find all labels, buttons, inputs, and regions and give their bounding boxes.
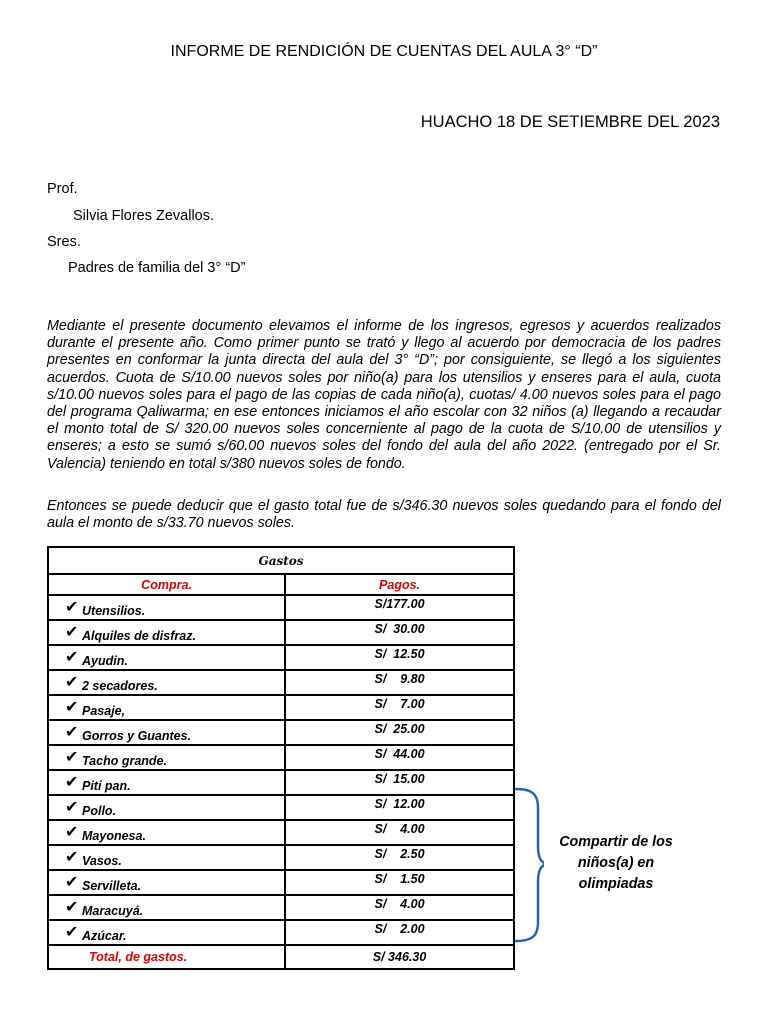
expense-amount-cell (285, 595, 514, 620)
checkmark-icon: ✔ (65, 824, 79, 841)
expense-item-cell (48, 795, 285, 820)
expense-item-label: Vasos. (82, 854, 122, 868)
expense-amount: S/ 12.50 (374, 647, 425, 661)
expense-amount: S/ 7.00 (374, 697, 425, 711)
expense-item-cell (48, 870, 285, 895)
expense-amount-cell (285, 745, 514, 770)
addressee-parents: Padres de familia del 3° “D” (68, 260, 246, 276)
addressee-teacher-name: Silvia Flores Zevallos. (73, 208, 215, 224)
checkmark-icon: ✔ (65, 699, 79, 716)
table-row (48, 595, 514, 620)
table-row (48, 670, 514, 695)
expense-amount-cell (285, 870, 514, 895)
expense-amount-cell (285, 920, 514, 945)
table-total-row (48, 945, 514, 969)
table-row (48, 895, 514, 920)
checkmark-icon: ✔ (65, 899, 79, 916)
table-title-row (48, 547, 514, 574)
table-row (48, 845, 514, 870)
table-title (48, 547, 514, 574)
expense-amount: S/ 1.50 (374, 872, 425, 886)
expense-amount: S/ 4.00 (374, 822, 425, 836)
expense-item-label: Azúcar. (82, 929, 127, 943)
expense-amount-cell (285, 845, 514, 870)
expense-amount: S/ 4.00 (374, 897, 425, 911)
checkmark-icon: ✔ (65, 599, 79, 616)
expense-amount-cell (285, 895, 514, 920)
annotation-olimpiadas: Compartir de los niños(a) en olimpiadas (559, 834, 673, 892)
table-row (48, 820, 514, 845)
addressee-prof-label: Prof. (47, 181, 78, 197)
total-value: S/ 346.30 (285, 945, 514, 969)
expense-item-cell (48, 645, 285, 670)
checkmark-icon: ✔ (65, 924, 79, 941)
expense-amount: S/ 2.50 (374, 847, 425, 861)
expense-item-label: Mayonesa. (82, 829, 146, 843)
checkmark-icon: ✔ (65, 674, 79, 691)
expense-item-cell (48, 695, 285, 720)
checkmark-icon: ✔ (65, 849, 79, 866)
expense-item-label: Pollo. (82, 804, 117, 818)
expense-amount: S/ 2.00 (374, 922, 425, 936)
expenses-table (47, 546, 515, 970)
expense-amount: S/ 9.80 (374, 672, 425, 686)
expense-amount-cell (285, 820, 514, 845)
report-paragraph-summary: Entonces se puede deducir que el gasto total fue de s/346.30 nuevos soles quedando para el fondo del aula el monto de s/33.70 nuevos soles. (47, 498, 721, 532)
column-header-pagos: Pagos. (285, 574, 514, 595)
expense-amount-cell (285, 795, 514, 820)
checkmark-icon: ✔ (65, 624, 79, 641)
expense-item-label: Servilleta. (82, 879, 142, 893)
expense-amount: S/ 30.00 (374, 622, 425, 636)
expense-amount: S/ 44.00 (374, 747, 425, 761)
expense-amount: S/ 15.00 (374, 772, 425, 786)
expense-amount: S/ 12.00 (374, 797, 425, 811)
table-row (48, 645, 514, 670)
expense-item-label: Utensilios. (82, 604, 146, 618)
document-date: HUACHO 18 DE SETIEMBRE DEL 2023 (420, 113, 720, 131)
checkmark-icon: ✔ (65, 649, 79, 666)
expense-amount: S/177.00 (374, 597, 425, 611)
table-title-text: Gastos (258, 553, 304, 568)
table-row (48, 620, 514, 645)
expense-item-label: 2 secadores. (82, 679, 158, 693)
table-row (48, 695, 514, 720)
expense-amount-cell (285, 620, 514, 645)
expense-item-cell (48, 895, 285, 920)
checkmark-icon: ✔ (65, 724, 79, 741)
table-row (48, 795, 514, 820)
table-header-row (48, 574, 514, 595)
table-row (48, 870, 514, 895)
expense-item-cell (48, 770, 285, 795)
column-header-compra: Compra. (48, 574, 285, 595)
expense-item-label: Pasaje, (82, 704, 126, 718)
checkmark-icon: ✔ (65, 874, 79, 891)
expense-item-cell (48, 820, 285, 845)
curly-brace-icon (514, 786, 544, 946)
checkmark-icon: ✔ (65, 774, 79, 791)
expense-item-cell (48, 720, 285, 745)
expense-item-cell (48, 670, 285, 695)
expense-item-label: Alquiles de disfraz. (82, 629, 196, 643)
expense-amount-cell (285, 770, 514, 795)
checkmark-icon: ✔ (65, 749, 79, 766)
checkmark-icon: ✔ (65, 799, 79, 816)
expense-amount: S/ 25.00 (374, 722, 425, 736)
report-paragraph-main: Mediante el presente documento elevamos el informe de los ingresos, egresos y acuerdos realizados durante el presente año. Como primer punto se trató y llego al acuerdo por democracia de los padres presentes en conformar la junta directa del aula del 3° “D”; por consiguiente, se llegó a los siguientes acuerdos. Cuota de S/10.00 nuevos soles por niño(a) para los utensilios y enseres para el aula, cuota s/10.00 nuevos soles para el pago de las copias de cada niño(a), cuotas/ 4.00 nuevos soles para el pago del programa Qaliwarma; en ese entonces iniciamos el año escolar con 32 niños (a) llegando a recaudar el monto total de S/ 320.00 nuevos soles concerniente al pago de la cuota de S/10.00 de utensilios y enseres; a esto se sumó s/60.00 nuevos soles del fondo del aula del año 2022. (entregado por el Sr. Valencia) teniendo en total s/380 nuevos soles de fondo. (47, 318, 721, 472)
total-label: Total, de gastos. (48, 945, 285, 969)
table-row (48, 745, 514, 770)
expense-item-cell (48, 745, 285, 770)
expense-item-label: Maracuyá. (82, 904, 144, 918)
expense-item-cell (48, 920, 285, 945)
document-title: INFORME DE RENDICIÓN DE CUENTAS DEL AULA 3° “D” (170, 43, 598, 60)
expense-amount-cell (285, 720, 514, 745)
expense-item-cell (48, 620, 285, 645)
expense-amount-cell (285, 695, 514, 720)
expense-item-label: Gorros y Guantes. (82, 729, 192, 743)
addressee-sres-label: Sres. (47, 234, 81, 250)
expense-item-label: Piti pan. (82, 779, 131, 793)
table-row (48, 770, 514, 795)
expense-amount-cell (285, 670, 514, 695)
expense-amount-cell (285, 645, 514, 670)
table-row (48, 720, 514, 745)
expense-item-label: Tacho grande. (82, 754, 167, 768)
table-row (48, 920, 514, 945)
expense-item-label: Ayudin. (82, 654, 128, 668)
expense-item-cell (48, 595, 285, 620)
expense-item-cell (48, 845, 285, 870)
